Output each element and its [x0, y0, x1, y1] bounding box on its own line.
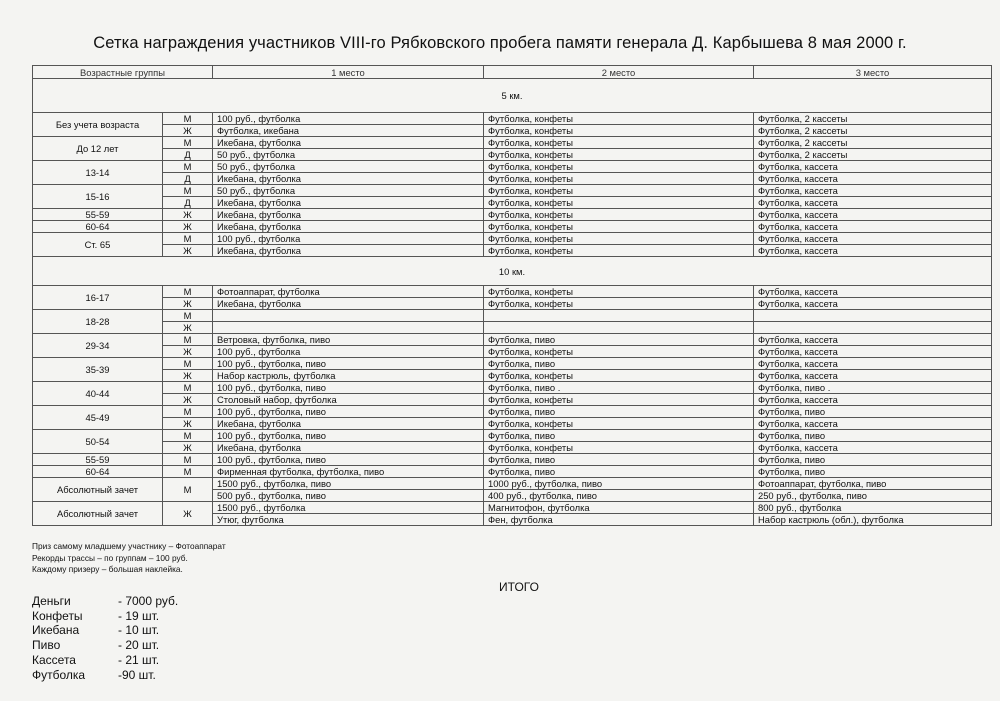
table-row [33, 346, 992, 358]
sex-cell: М [163, 113, 213, 125]
place3-prize: Футболка, кассета [754, 245, 992, 257]
place3-prize: Футболка, пиво [754, 466, 992, 478]
sex-cell: Д [163, 149, 213, 161]
table-row [33, 149, 992, 161]
place1-prize: 100 руб., футболка [213, 113, 484, 125]
table-row [33, 233, 992, 245]
totals-row [32, 594, 178, 609]
age-group: 13-14 [33, 161, 163, 185]
place3-prize: Футболка, кассета [754, 286, 992, 298]
table-row [33, 245, 992, 257]
age-group: 50-54 [33, 430, 163, 454]
place3-prize: Футболка, кассета [754, 173, 992, 185]
place1-prize: 1500 руб., футболка, пиво [213, 478, 484, 490]
age-group: 55-59 [33, 209, 163, 221]
totals-label: Пиво [32, 638, 61, 653]
sex-cell: М [163, 137, 213, 149]
place2-prize: Футболка, конфеты [484, 442, 754, 454]
place3-prize: Футболка, кассета [754, 209, 992, 221]
sex-cell: Ж [163, 370, 213, 382]
table-row [33, 310, 992, 322]
place2-prize: Футболка, конфеты [484, 173, 754, 185]
place2-prize: Фен, футболка [484, 514, 754, 526]
table-row [33, 406, 992, 418]
sex-cell: М [163, 454, 213, 466]
place2-prize: Футболка, конфеты [484, 245, 754, 257]
place2-prize [484, 322, 754, 334]
place2-prize: Футболка, конфеты [484, 125, 754, 137]
place2-prize: Магнитофон, футболка [484, 502, 754, 514]
sex-cell: М [163, 233, 213, 245]
sex-cell: Ж [163, 298, 213, 310]
totals-value: - 7000 руб. [118, 594, 179, 608]
table-row [33, 466, 992, 478]
totals-label: Конфеты [32, 608, 83, 623]
place1-prize: Икебана, футболка [213, 221, 484, 233]
place2-prize: Футболка, пиво [484, 454, 754, 466]
place2-prize: Футболка, конфеты [484, 370, 754, 382]
place3-prize: Фотоаппарат, футболка, пиво [754, 478, 992, 490]
place2-prize: Футболка, конфеты [484, 197, 754, 209]
absolute-group: Абсолютный зачет [33, 478, 163, 502]
place3-prize: Футболка, 2 кассеты [754, 137, 992, 149]
table-row [33, 442, 992, 454]
header-groups: Возрастные группы [33, 66, 213, 79]
table-header-row [33, 66, 992, 79]
notes [32, 541, 226, 576]
table-row [33, 454, 992, 466]
place2-prize: Футболка, конфеты [484, 233, 754, 245]
place1-prize: Икебана, футболка [213, 418, 484, 430]
table-row [33, 286, 992, 298]
age-group: 18-28 [33, 310, 163, 334]
place2-prize: 400 руб., футболка, пиво [484, 490, 754, 502]
table-row [33, 137, 992, 149]
age-group: 29-34 [33, 334, 163, 358]
sex-cell: М [163, 358, 213, 370]
place1-prize: 100 руб., футболка, пиво [213, 454, 484, 466]
place3-prize: Футболка, 2 кассеты [754, 113, 992, 125]
place1-prize: 100 руб., футболка [213, 233, 484, 245]
place1-prize: Ветровка, футболка, пиво [213, 334, 484, 346]
header-place3: 3 место [754, 66, 992, 79]
table-row [33, 161, 992, 173]
age-group: 45-49 [33, 406, 163, 430]
sex-cell: М [163, 406, 213, 418]
sex-cell: М [163, 310, 213, 322]
place1-prize: Икебана, футболка [213, 197, 484, 209]
sex-cell: М [163, 478, 213, 502]
header-place1: 1 место [213, 66, 484, 79]
awards-table-body [33, 66, 992, 526]
sex-cell: Ж [163, 418, 213, 430]
table-row [33, 430, 992, 442]
place2-prize: Футболка, конфеты [484, 209, 754, 221]
age-group: 15-16 [33, 185, 163, 209]
note-records: Рекорды трассы – по группам – 100 руб. [32, 552, 188, 563]
age-group: 60-64 [33, 221, 163, 233]
place3-prize: Футболка, кассета [754, 197, 992, 209]
place1-prize: Икебана, футболка [213, 245, 484, 257]
place2-prize: Футболка, пиво . [484, 382, 754, 394]
place3-prize: Футболка, кассета [754, 394, 992, 406]
table-row [33, 113, 992, 125]
age-group: 35-39 [33, 358, 163, 382]
place1-prize: Набор кастрюль, футболка [213, 370, 484, 382]
place3-prize: Футболка, пиво [754, 406, 992, 418]
place1-prize: Икебана, футболка [213, 442, 484, 454]
table-row [33, 502, 992, 514]
totals-value: - 21 шт. [118, 652, 160, 667]
place1-prize: Икебана, футболка [213, 173, 484, 185]
note-sticker: Каждому призеру – большая наклейка. [32, 564, 183, 574]
place2-prize: Футболка, конфеты [484, 137, 754, 149]
place3-prize: Футболка, кассета [754, 221, 992, 233]
place1-prize: Фотоаппарат, футболка [213, 286, 484, 298]
place3-prize: Футболка, кассета [754, 233, 992, 245]
table-row [33, 185, 992, 197]
place3-prize: Футболка, пиво . [754, 382, 992, 394]
sex-cell: Ж [163, 125, 213, 137]
totals-label: Кассета [32, 652, 76, 667]
place2-prize: Футболка, конфеты [484, 161, 754, 173]
place1-prize: Фирменная футболка, футболка, пиво [213, 466, 484, 478]
sex-cell: М [163, 185, 213, 197]
place3-prize: Футболка, кассета [754, 358, 992, 370]
place1-prize: 50 руб., футболка [213, 161, 484, 173]
sex-cell: Ж [163, 322, 213, 334]
sex-cell: Ж [163, 502, 213, 526]
place3-prize: Футболка, 2 кассеты [754, 125, 992, 137]
place3-prize: 250 руб., футболка, пиво [754, 490, 992, 502]
place3-prize: Футболка, 2 кассеты [754, 149, 992, 161]
place3-prize: Футболка, кассета [754, 334, 992, 346]
place1-prize: Утюг, футболка [213, 514, 484, 526]
distance-row [33, 79, 992, 113]
place2-prize: Футболка, конфеты [484, 298, 754, 310]
table-row [33, 221, 992, 233]
place1-prize: 100 руб., футболка, пиво [213, 358, 484, 370]
place3-prize: Футболка, кассета [754, 370, 992, 382]
table-row [33, 370, 992, 382]
table-row [33, 394, 992, 406]
place2-prize: Футболка, конфеты [484, 418, 754, 430]
header-place2: 2 место [484, 66, 754, 79]
note-youngest: Приз самому младшему участнику – Фотоаппарат [32, 541, 226, 551]
place2-prize: Футболка, конфеты [484, 185, 754, 197]
totals-value: -90 шт. [118, 667, 156, 682]
place2-prize: Футболка, пиво [484, 466, 754, 478]
totals-label: Икебана [32, 623, 80, 638]
age-group: Ст. 65 [33, 233, 163, 257]
table-row [33, 197, 992, 209]
place2-prize: Футболка, конфеты [484, 394, 754, 406]
age-group: До 12 лет [33, 137, 163, 161]
age-group: 60-64 [33, 466, 163, 478]
table-row [33, 322, 992, 334]
place3-prize: Футболка, кассета [754, 442, 992, 454]
awards-table [32, 65, 992, 526]
table-row [33, 478, 992, 490]
table-row [33, 173, 992, 185]
place1-prize: 50 руб., футболка [213, 149, 484, 161]
distance-label: 10 км. [33, 257, 992, 286]
place1-prize: 500 руб., футболка, пиво [213, 490, 484, 502]
absolute-group: Абсолютный зачет [33, 502, 163, 526]
place3-prize: Набор кастрюль (обл.), футболка [754, 514, 992, 526]
place3-prize [754, 310, 992, 322]
place1-prize: Икебана, футболка [213, 137, 484, 149]
totals-label: Деньги [32, 594, 71, 608]
place1-prize: 100 руб., футболка, пиво [213, 382, 484, 394]
place1-prize: 100 руб., футболка, пиво [213, 430, 484, 442]
sex-cell: М [163, 430, 213, 442]
place3-prize [754, 322, 992, 334]
place2-prize [484, 310, 754, 322]
table-row [33, 334, 992, 346]
sex-cell: М [163, 334, 213, 346]
place2-prize: Футболка, пиво [484, 358, 754, 370]
table-row [33, 418, 992, 430]
sex-cell: Ж [163, 245, 213, 257]
place3-prize: Футболка, кассета [754, 346, 992, 358]
place2-prize: 1000 руб., футболка, пиво [484, 478, 754, 490]
place2-prize: Футболка, пиво [484, 406, 754, 418]
sex-cell: Ж [163, 346, 213, 358]
totals-row [32, 638, 178, 653]
place3-prize: Футболка, кассета [754, 161, 992, 173]
place1-prize: Столовый набор, футболка [213, 394, 484, 406]
table-row [33, 125, 992, 137]
distance-label: 5 км. [33, 79, 992, 113]
totals-list [32, 594, 178, 682]
place1-prize: 100 руб., футболка, пиво [213, 406, 484, 418]
age-group: Без учета возраста [33, 113, 163, 137]
totals-row [32, 623, 178, 638]
totals-value: - 19 шт. [118, 608, 160, 623]
totals-value: - 10 шт. [118, 623, 160, 638]
sex-cell: Ж [163, 394, 213, 406]
sex-cell: Ж [163, 442, 213, 454]
place3-prize: Футболка, кассета [754, 298, 992, 310]
totals-row [32, 609, 178, 624]
totals-row [32, 668, 178, 683]
totals-label: Футболка [32, 667, 86, 682]
place3-prize: Футболка, кассета [754, 418, 992, 430]
sex-cell: М [163, 382, 213, 394]
place3-prize: 800 руб., футболка [754, 502, 992, 514]
age-group: 55-59 [33, 454, 163, 466]
place1-prize: Икебана, футболка [213, 209, 484, 221]
place2-prize: Футболка, пиво [484, 334, 754, 346]
place2-prize: Футболка, конфеты [484, 221, 754, 233]
table-row [33, 209, 992, 221]
table-row [33, 298, 992, 310]
sex-cell: М [163, 161, 213, 173]
age-group: 16-17 [33, 286, 163, 310]
place3-prize: Футболка, кассета [754, 185, 992, 197]
totals-title: ИТОГО [499, 580, 539, 594]
place1-prize [213, 310, 484, 322]
sex-cell: Д [163, 197, 213, 209]
place3-prize: Футболка, пиво [754, 454, 992, 466]
sex-cell: М [163, 286, 213, 298]
sex-cell: Д [163, 173, 213, 185]
sex-cell: Ж [163, 209, 213, 221]
place2-prize: Футболка, конфеты [484, 149, 754, 161]
totals-row [32, 653, 178, 668]
place2-prize: Футболка, конфеты [484, 346, 754, 358]
place1-prize: 100 руб., футболка [213, 346, 484, 358]
sex-cell: Ж [163, 221, 213, 233]
place3-prize: Футболка, пиво [754, 430, 992, 442]
place1-prize [213, 322, 484, 334]
totals-value: - 20 шт. [118, 638, 160, 653]
place1-prize: Футболка, икебана [213, 125, 484, 137]
table-row [33, 382, 992, 394]
place1-prize: 50 руб., футболка [213, 185, 484, 197]
sex-cell: М [163, 466, 213, 478]
place2-prize: Футболка, конфеты [484, 113, 754, 125]
age-group: 40-44 [33, 382, 163, 406]
page-title: Сетка награждения участников VIII-го Рябковского пробега памяти генерала Д. Карбышева 8 мая 2000 г. [93, 34, 907, 52]
place2-prize: Футболка, пиво [484, 430, 754, 442]
place2-prize: Футболка, конфеты [484, 286, 754, 298]
place1-prize: 1500 руб., футболка [213, 502, 484, 514]
distance-row [33, 257, 992, 286]
table-row [33, 358, 992, 370]
place1-prize: Икебана, футболка [213, 298, 484, 310]
